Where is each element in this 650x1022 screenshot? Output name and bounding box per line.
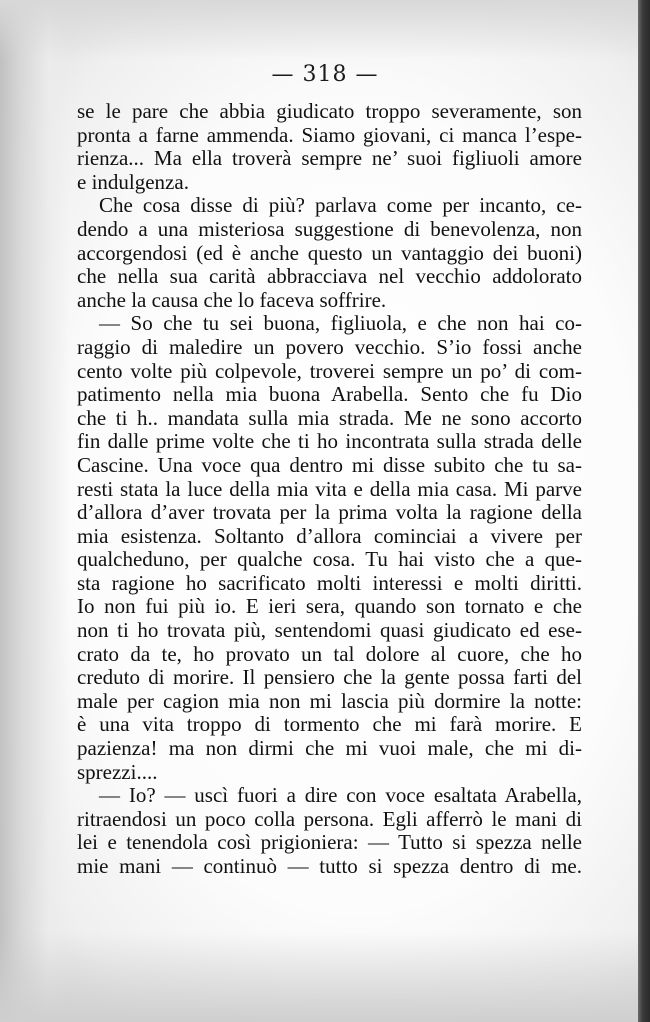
text-line: dendo a una misteriosa suggestione di benevolenza, non <box>77 216 582 241</box>
text-line: che nella sua carità abbracciava nel vecchio addolorato <box>77 264 582 289</box>
text-line: sprezzi.... <box>77 759 158 784</box>
text-line: mia esistenza. Soltanto d’allora cominciai a vivere per <box>77 523 582 548</box>
text-line: — Io? — uscì fuori a dire con voce esaltata Arabella, <box>99 783 582 808</box>
text-line: crato da te, ho provato un tal dolore al cuore, che ho <box>77 641 582 666</box>
text-line: rienza... Ma ella troverà sempre ne’ suoi figliuoli amore <box>77 146 582 171</box>
text-line: accorgendosi (ed è anche questo un vantaggio dei buoni) <box>77 240 582 265</box>
text-line: cento volte più colpevole, troverei sempre un po’ di com- <box>77 358 582 383</box>
page-number: — 318 — <box>271 62 379 87</box>
text-line: resti stata la luce della mia vita e della mia casa. Mi parve <box>77 476 582 501</box>
text-line: non ti ho trovata più, sentendomi quasi giudicato ed ese- <box>77 618 582 643</box>
body-text <box>77 100 582 879</box>
text-line: sta ragione ho sacrificato molti interessi e molti diritti. <box>77 570 582 595</box>
text-line: creduto di morire. Il pensiero che la gente possa farti del <box>77 665 582 690</box>
text-line: — So che tu sei buona, figliuola, e che non hai co- <box>99 311 582 336</box>
text-line: Io non fui più io. E ieri sera, quando son tornato e che <box>77 594 582 619</box>
text-line: ritraendosi un poco colla persona. Egli afferrò le mani di <box>77 806 582 831</box>
text-line: mie mani — continuò — tutto si spezza dentro di me. <box>77 854 582 878</box>
text-line: pazienza! ma non dirmi che mi vuoi male, che mi di- <box>77 736 582 761</box>
text-line: qualcheduno, per qualche cosa. Tu hai visto che a que- <box>77 547 582 572</box>
text-line: che ti h.. mandata sulla mia strada. Me ne sono accorto <box>77 405 582 430</box>
text-line: e indulgenza. <box>77 169 189 194</box>
text-line: se le pare che abbia giudicato troppo severamente, son <box>77 99 582 123</box>
text-line: Cascine. Una voce qua dentro mi disse subito che tu sa- <box>77 452 582 477</box>
page-top-shadow <box>0 0 650 60</box>
text-line: raggio di maledire un povero vecchio. S’io fossi anche <box>77 334 582 359</box>
text-line: fin dalle prime volte che ti ho incontrata sulla strada delle <box>77 429 582 454</box>
text-line: è una vita troppo di tormento che mi farà morire. E <box>77 712 582 737</box>
text-line: male per cagion mia non mi lascia più dormire la notte: <box>77 688 582 713</box>
text-line: d’allora d’aver trovata per la prima volta la ragione della <box>77 500 582 525</box>
page-edge <box>638 0 650 1022</box>
text-line: lei e tenendola così prigioniera: — Tutto si spezza nelle <box>77 830 582 855</box>
text-line: anche la causa che lo faceva soffrire. <box>77 287 387 312</box>
page-bottom-shadow <box>0 932 650 1022</box>
page-gutter-shadow <box>0 0 70 1022</box>
text-line: pronta a farne ammenda. Siamo giovani, ci manca l’espe- <box>77 122 582 147</box>
text-line: Che cosa disse di più? parlava come per incanto, ce- <box>99 193 582 218</box>
text-line: patimento nella mia buona Arabella. Sento che fu Dio <box>77 382 582 407</box>
